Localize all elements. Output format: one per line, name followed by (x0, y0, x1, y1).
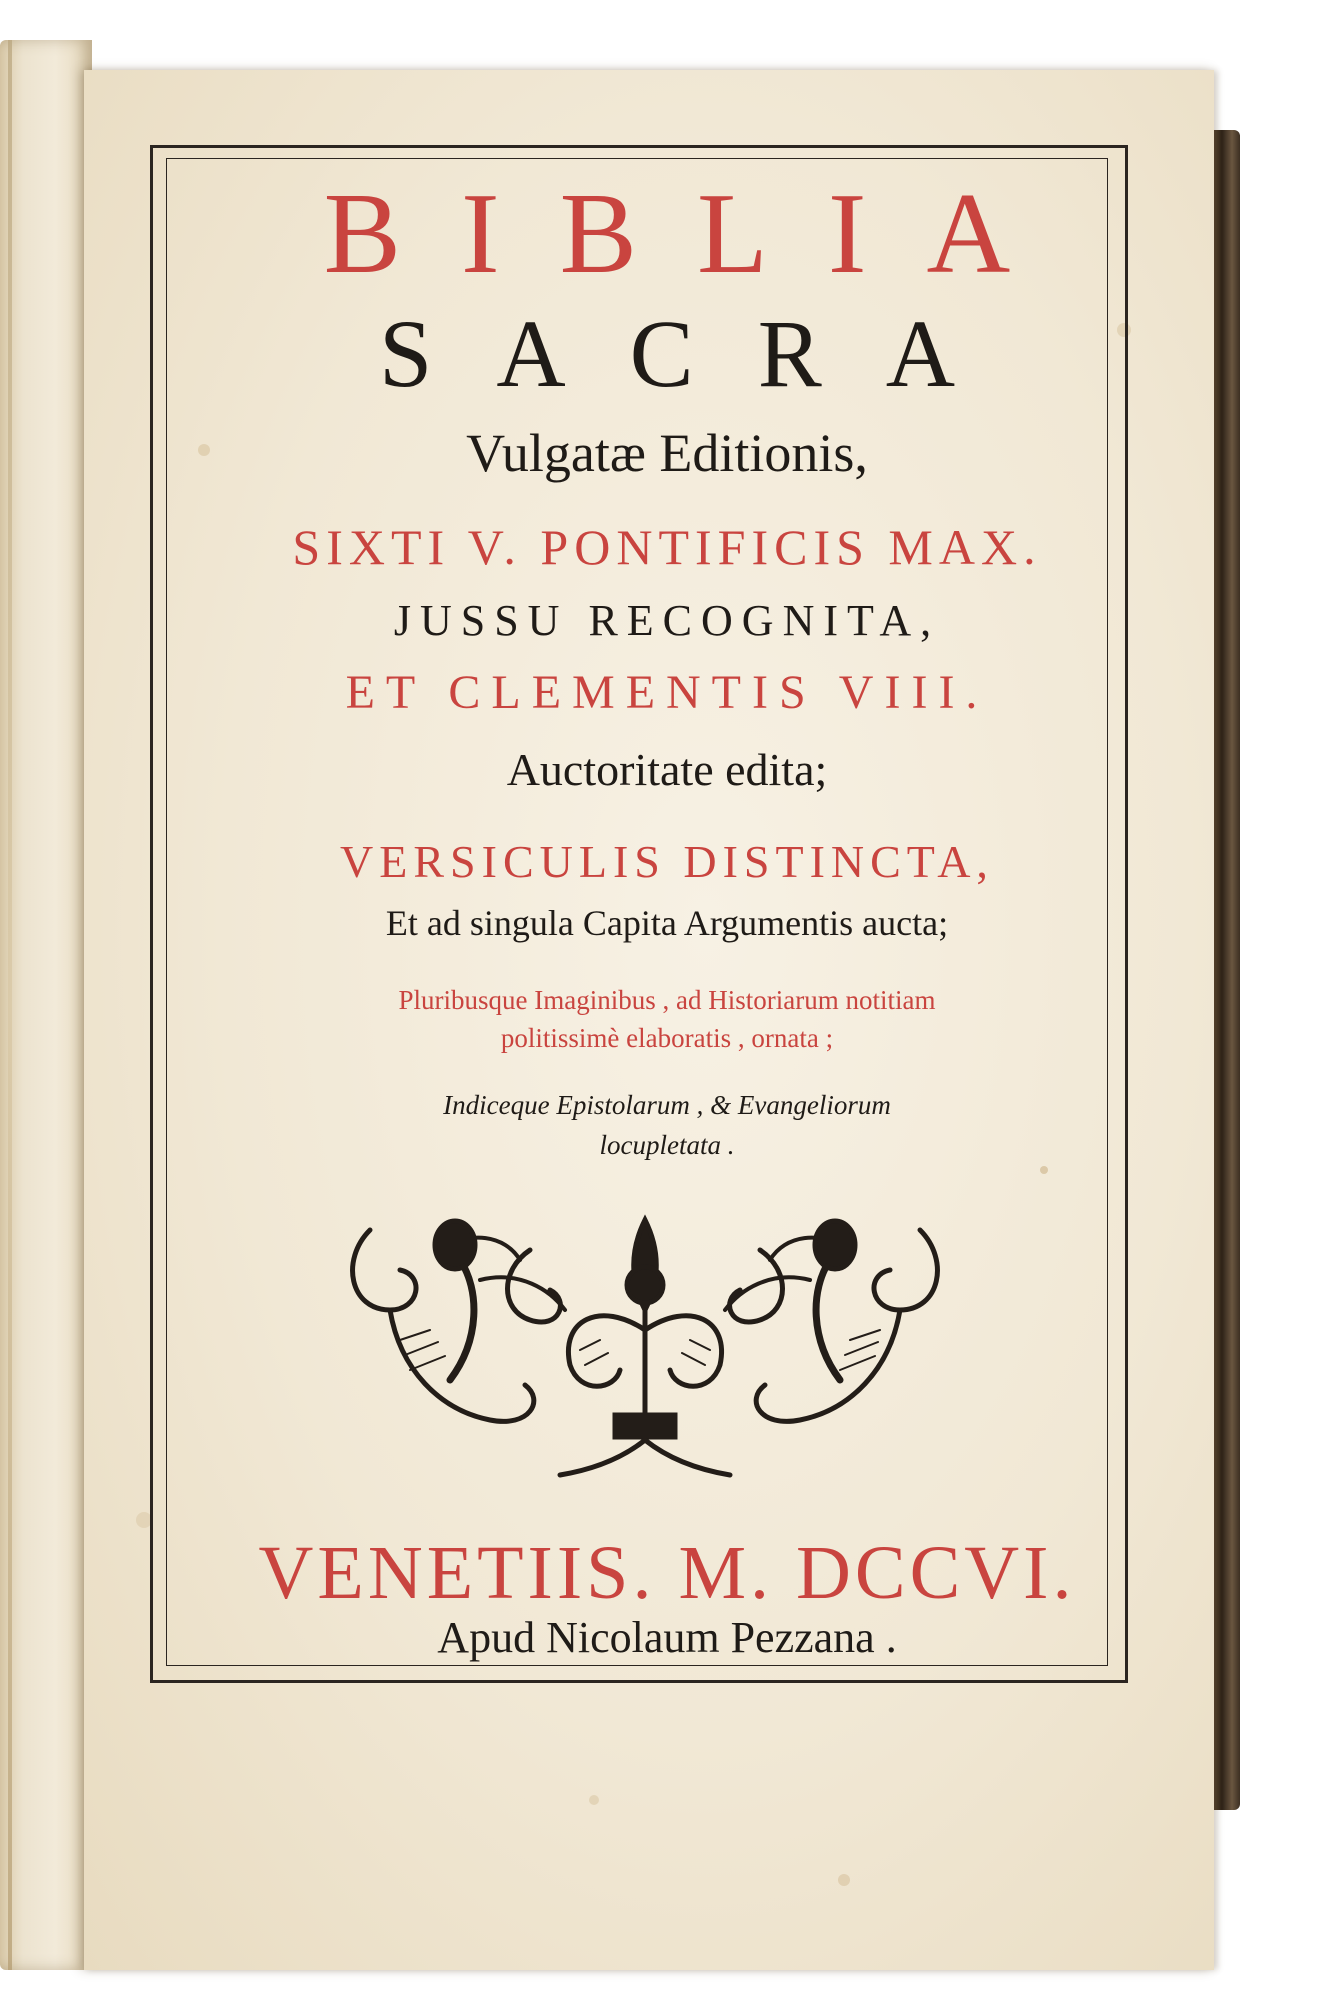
line-sixti: SIXTI V. PONTIFICIS MAX. (292, 519, 1042, 575)
line-capita: Et ad singula Capita Argumentis aucta; (385, 903, 949, 943)
imprint-place-date: VENETIIS. M. DCCVI. (258, 1531, 1076, 1615)
line-versiculis: VERSICULIS DISTINCTA, (340, 836, 994, 887)
title-biblia: BIBLIA (323, 170, 1071, 298)
line-ornata: politissimè elaboratis , ornata ; (500, 1023, 834, 1053)
imprint-printer: Apud Nicolaum Pezzana . (437, 1613, 897, 1662)
line-imaginibus: Pluribusque Imaginibus , ad Historiarum notitiam (398, 985, 936, 1015)
subtitle-vulgatae: Vulgatæ Editionis, (466, 423, 868, 483)
line-jussu: JUSSU RECOGNITA, (393, 596, 941, 645)
line-locupletata: locupletata . (599, 1130, 735, 1160)
line-clementis: ET CLEMENTIS VIII. (345, 666, 989, 719)
title-sacra: SACRA (378, 300, 1020, 407)
line-epistolarum: Indiceque Epistolarum , & Evangeliorum (443, 1090, 891, 1120)
woodcut-ornament-icon (330, 1190, 960, 1490)
line-auctoritate: Auctoritate edita; (506, 744, 828, 795)
